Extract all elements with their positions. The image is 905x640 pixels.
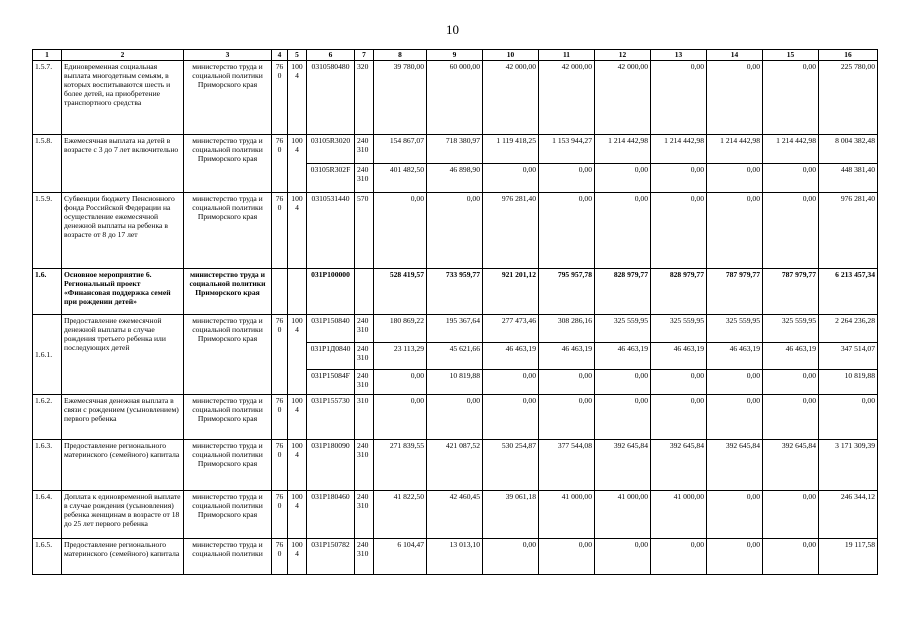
column-header: 10 bbox=[483, 50, 539, 61]
ministry-name: министерство труда и социальной политики Приморского края bbox=[184, 440, 272, 491]
section-code: 1004 bbox=[288, 135, 307, 193]
grbs-code: 760 bbox=[272, 440, 288, 491]
total-value: 0,00 bbox=[819, 395, 878, 440]
total-value: 8 004 382,48 bbox=[819, 135, 878, 164]
grbs-code: 760 bbox=[272, 539, 288, 575]
year-value: 46 463,19 bbox=[595, 343, 651, 370]
expense-type-code: 240 310 bbox=[355, 135, 374, 164]
table-row bbox=[33, 315, 878, 343]
year-value: 45 621,66 bbox=[427, 343, 483, 370]
year-value: 60 000,00 bbox=[427, 61, 483, 135]
row-number: 1.5.7. bbox=[33, 61, 62, 135]
year-value: 23 113,29 bbox=[374, 343, 427, 370]
column-header: 11 bbox=[539, 50, 595, 61]
year-value: 0,00 bbox=[427, 193, 483, 269]
grbs-code: 760 bbox=[272, 395, 288, 440]
target-article-code: 031P1Д0840 bbox=[307, 343, 355, 370]
year-value: 0,00 bbox=[427, 395, 483, 440]
measure-name: Предоставление регионального материнского (семейного) капитала bbox=[62, 440, 184, 491]
year-value: 1 119 418,25 bbox=[483, 135, 539, 164]
row-number: 1.5.8. bbox=[33, 135, 62, 193]
year-value: 0,00 bbox=[707, 164, 763, 193]
year-value: 41 000,00 bbox=[539, 491, 595, 539]
year-value: 828 979,77 bbox=[595, 269, 651, 315]
section-code: 1004 bbox=[288, 315, 307, 395]
year-value: 42 000,00 bbox=[595, 61, 651, 135]
target-article-code: 031P150782 bbox=[307, 539, 355, 575]
year-value: 0,00 bbox=[763, 539, 819, 575]
total-value: 10 819,88 bbox=[819, 370, 878, 395]
year-value: 921 201,12 bbox=[483, 269, 539, 315]
measure-name: Ежемесячная денежная выплата в связи с рождением (усыновлением) первого ребенка bbox=[62, 395, 184, 440]
year-value: 46 463,19 bbox=[539, 343, 595, 370]
year-value: 13 013,10 bbox=[427, 539, 483, 575]
total-value: 347 514,07 bbox=[819, 343, 878, 370]
year-value: 976 281,40 bbox=[483, 193, 539, 269]
column-header: 5 bbox=[288, 50, 307, 61]
target-article-code: 031P15084F bbox=[307, 370, 355, 395]
year-value: 0,00 bbox=[707, 395, 763, 440]
year-value: 42 000,00 bbox=[539, 61, 595, 135]
year-value: 377 544,08 bbox=[539, 440, 595, 491]
column-header: 1 bbox=[33, 50, 62, 61]
year-value: 0,00 bbox=[651, 539, 707, 575]
table-row bbox=[33, 269, 878, 315]
year-value: 325 559,95 bbox=[763, 315, 819, 343]
year-value: 271 839,55 bbox=[374, 440, 427, 491]
year-value: 0,00 bbox=[707, 61, 763, 135]
year-value: 421 087,52 bbox=[427, 440, 483, 491]
ministry-name: министерство труда и социальной политики Приморского края bbox=[184, 395, 272, 440]
year-value: 42 000,00 bbox=[483, 61, 539, 135]
expense-type-code: 570 bbox=[355, 193, 374, 269]
year-value: 0,00 bbox=[763, 370, 819, 395]
column-header: 9 bbox=[427, 50, 483, 61]
year-value: 41 822,50 bbox=[374, 491, 427, 539]
expense-type-code bbox=[355, 269, 374, 315]
year-value: 0,00 bbox=[483, 539, 539, 575]
year-value: 733 959,77 bbox=[427, 269, 483, 315]
year-value: 392 645,84 bbox=[651, 440, 707, 491]
year-value: 0,00 bbox=[595, 164, 651, 193]
expense-type-code: 240 310 bbox=[355, 491, 374, 539]
year-value: 0,00 bbox=[651, 193, 707, 269]
year-value: 0,00 bbox=[539, 395, 595, 440]
measure-name: Субвенции бюджету Пенсионного фонда Российской Федерации на осуществление ежемесячной денежной выплаты на ребенка в возрасте от 8 до 17 лет bbox=[62, 193, 184, 269]
year-value: 0,00 bbox=[651, 370, 707, 395]
column-header: 6 bbox=[307, 50, 355, 61]
column-header: 13 bbox=[651, 50, 707, 61]
table-row bbox=[33, 193, 878, 269]
target-article-code: 03105R3020 bbox=[307, 135, 355, 164]
year-value: 277 473,46 bbox=[483, 315, 539, 343]
year-value: 787 979,77 bbox=[763, 269, 819, 315]
ministry-name: министерство труда и социальной политики bbox=[184, 539, 272, 575]
year-value: 0,00 bbox=[539, 193, 595, 269]
row-number: 1.6.5. bbox=[33, 539, 62, 575]
measure-name: Доплата к единовременной выплате в случае рождения (усыновления) ребенка женщинам в возрасте от 18 до 25 лет первого ребенка bbox=[62, 491, 184, 539]
row-number: 1.6.3. bbox=[33, 440, 62, 491]
year-value: 39 780,00 bbox=[374, 61, 427, 135]
year-value: 0,00 bbox=[483, 164, 539, 193]
year-value: 0,00 bbox=[763, 164, 819, 193]
ministry-name: министерство труда и социальной политики Приморского края bbox=[184, 193, 272, 269]
total-value: 2 264 236,28 bbox=[819, 315, 878, 343]
year-value: 828 979,77 bbox=[651, 269, 707, 315]
year-value: 46 463,19 bbox=[707, 343, 763, 370]
year-value: 0,00 bbox=[763, 395, 819, 440]
column-header: 2 bbox=[62, 50, 184, 61]
year-value: 0,00 bbox=[374, 370, 427, 395]
table-row bbox=[33, 61, 878, 135]
target-article-code: 0310580480 bbox=[307, 61, 355, 135]
grbs-code: 760 bbox=[272, 61, 288, 135]
section-code: 1004 bbox=[288, 193, 307, 269]
total-value: 3 171 309,39 bbox=[819, 440, 878, 491]
row-number: 1.6. bbox=[33, 269, 62, 315]
expense-type-code: 320 bbox=[355, 61, 374, 135]
year-value: 195 367,64 bbox=[427, 315, 483, 343]
year-value: 308 286,16 bbox=[539, 315, 595, 343]
ministry-name: министерство труда и социальной политики Приморского края bbox=[184, 135, 272, 193]
target-article-code: 031P180090 bbox=[307, 440, 355, 491]
ministry-name: министерство труда и социальной политики Приморского края bbox=[184, 61, 272, 135]
table-row bbox=[33, 135, 878, 164]
grbs-code bbox=[272, 269, 288, 315]
year-value: 795 957,78 bbox=[539, 269, 595, 315]
expense-type-code: 240 310 bbox=[355, 164, 374, 193]
year-value: 0,00 bbox=[374, 193, 427, 269]
section-code: 1004 bbox=[288, 395, 307, 440]
year-value: 6 104,47 bbox=[374, 539, 427, 575]
page-number: 10 bbox=[446, 22, 459, 37]
measure-name: Единовременная социальная выплата многодетным семьям, в которых воспитываются шесть и более детей, на приобретение транспортного средства bbox=[62, 61, 184, 135]
target-article-code: 031P150840 bbox=[307, 315, 355, 343]
column-header: 8 bbox=[374, 50, 427, 61]
measure-name: Предоставление ежемесячной денежной выплаты в случае рождения третьего ребенка или последующих детей bbox=[62, 315, 184, 395]
year-value: 325 559,95 bbox=[651, 315, 707, 343]
section-code bbox=[288, 269, 307, 315]
year-value: 325 559,95 bbox=[707, 315, 763, 343]
table-body bbox=[33, 61, 878, 575]
ministry-name: министерство труда и социальной политики Приморского края bbox=[184, 315, 272, 395]
year-value: 0,00 bbox=[707, 491, 763, 539]
year-value: 0,00 bbox=[651, 395, 707, 440]
year-value: 46 463,19 bbox=[483, 343, 539, 370]
column-header: 7 bbox=[355, 50, 374, 61]
year-value: 0,00 bbox=[707, 370, 763, 395]
expense-type-code: 240 310 bbox=[355, 440, 374, 491]
measure-name: Ежемесячная выплата на детей в возрасте с 3 до 7 лет включительно bbox=[62, 135, 184, 193]
year-value: 154 867,07 bbox=[374, 135, 427, 164]
target-article-code: 0310531440 bbox=[307, 193, 355, 269]
year-value: 0,00 bbox=[374, 395, 427, 440]
expense-type-code: 240 310 bbox=[355, 315, 374, 343]
year-value: 0,00 bbox=[707, 539, 763, 575]
column-header: 16 bbox=[819, 50, 878, 61]
year-value: 0,00 bbox=[651, 164, 707, 193]
ministry-name: министерство труда и социальной политики Приморского края bbox=[184, 269, 272, 315]
year-value: 1 153 944,27 bbox=[539, 135, 595, 164]
target-article-code: 031P100000 bbox=[307, 269, 355, 315]
column-header: 4 bbox=[272, 50, 288, 61]
year-value: 0,00 bbox=[651, 61, 707, 135]
row-number: 1.6.4. bbox=[33, 491, 62, 539]
column-header: 3 bbox=[184, 50, 272, 61]
section-code: 1004 bbox=[288, 539, 307, 575]
year-value: 0,00 bbox=[483, 395, 539, 440]
total-value: 448 381,40 bbox=[819, 164, 878, 193]
year-value: 0,00 bbox=[707, 193, 763, 269]
expense-type-code: 310 bbox=[355, 395, 374, 440]
year-value: 718 380,97 bbox=[427, 135, 483, 164]
section-code: 1004 bbox=[288, 440, 307, 491]
year-value: 10 819,88 bbox=[427, 370, 483, 395]
year-value: 401 482,50 bbox=[374, 164, 427, 193]
ministry-name: министерство труда и социальной политики Приморского края bbox=[184, 491, 272, 539]
section-code: 1004 bbox=[288, 61, 307, 135]
year-value: 42 460,45 bbox=[427, 491, 483, 539]
year-value: 787 979,77 bbox=[707, 269, 763, 315]
grbs-code: 760 bbox=[272, 193, 288, 269]
year-value: 0,00 bbox=[539, 539, 595, 575]
row-number: 1.5.9. bbox=[33, 193, 62, 269]
total-value: 976 281,40 bbox=[819, 193, 878, 269]
section-code: 1004 bbox=[288, 491, 307, 539]
year-value: 46 898,90 bbox=[427, 164, 483, 193]
grbs-code: 760 bbox=[272, 491, 288, 539]
year-value: 1 214 442,98 bbox=[763, 135, 819, 164]
year-value: 0,00 bbox=[483, 370, 539, 395]
year-value: 0,00 bbox=[595, 370, 651, 395]
year-value: 1 214 442,98 bbox=[707, 135, 763, 164]
year-value: 180 869,22 bbox=[374, 315, 427, 343]
measure-name: Основное мероприятие 6. Региональный проект «Финансовая поддержка семей при рождении детей» bbox=[62, 269, 184, 315]
year-value: 1 214 442,98 bbox=[595, 135, 651, 164]
year-value: 0,00 bbox=[539, 370, 595, 395]
row-number: 1.6.2. bbox=[33, 395, 62, 440]
column-header: 14 bbox=[707, 50, 763, 61]
total-value: 6 213 457,34 bbox=[819, 269, 878, 315]
target-article-code: 03105R302F bbox=[307, 164, 355, 193]
year-value: 392 645,84 bbox=[763, 440, 819, 491]
year-value: 392 645,84 bbox=[595, 440, 651, 491]
year-value: 0,00 bbox=[595, 193, 651, 269]
year-value: 46 463,19 bbox=[651, 343, 707, 370]
year-value: 0,00 bbox=[763, 193, 819, 269]
budget-table bbox=[32, 49, 878, 575]
year-value: 46 463,19 bbox=[763, 343, 819, 370]
target-article-code: 031P180460 bbox=[307, 491, 355, 539]
year-value: 392 645,84 bbox=[707, 440, 763, 491]
total-value: 225 780,00 bbox=[819, 61, 878, 135]
year-value: 0,00 bbox=[763, 61, 819, 135]
column-header: 12 bbox=[595, 50, 651, 61]
year-value: 0,00 bbox=[539, 164, 595, 193]
year-value: 325 559,95 bbox=[595, 315, 651, 343]
grbs-code: 760 bbox=[272, 315, 288, 395]
total-value: 19 117,58 bbox=[819, 539, 878, 575]
year-value: 41 000,00 bbox=[651, 491, 707, 539]
table-row bbox=[33, 539, 878, 575]
table-row bbox=[33, 440, 878, 491]
table-row bbox=[33, 395, 878, 440]
expense-type-code: 240 310 bbox=[355, 343, 374, 370]
year-value: 41 000,00 bbox=[595, 491, 651, 539]
measure-name: Предоставление регионального материнского (семейного) капитала bbox=[62, 539, 184, 575]
year-value: 0,00 bbox=[595, 539, 651, 575]
column-header: 15 bbox=[763, 50, 819, 61]
target-article-code: 031P155730 bbox=[307, 395, 355, 440]
year-value: 0,00 bbox=[763, 491, 819, 539]
year-value: 528 419,57 bbox=[374, 269, 427, 315]
grbs-code: 760 bbox=[272, 135, 288, 193]
year-value: 0,00 bbox=[595, 395, 651, 440]
expense-type-code: 240 310 bbox=[355, 539, 374, 575]
year-value: 1 214 442,98 bbox=[651, 135, 707, 164]
header-row bbox=[33, 50, 878, 61]
total-value: 246 344,12 bbox=[819, 491, 878, 539]
table-row bbox=[33, 491, 878, 539]
year-value: 39 061,18 bbox=[483, 491, 539, 539]
expense-type-code: 240 310 bbox=[355, 370, 374, 395]
row-number: 1.6.1. bbox=[33, 315, 62, 395]
year-value: 530 254,87 bbox=[483, 440, 539, 491]
